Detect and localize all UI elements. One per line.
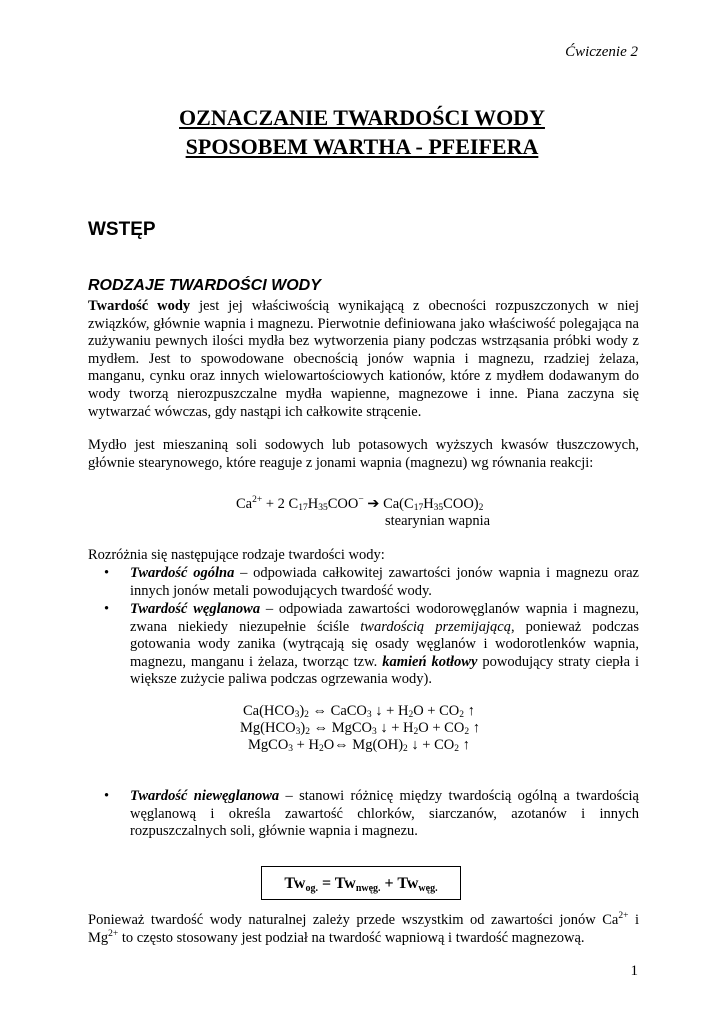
- paragraph-hardness-division: Ponieważ twardość wody naturalnej zależy przede wszystkim od zawartości jonów $Ca^{2+}$ i $Mg^{2+}$ to często stosowany jest podział na twardość wapniową i twardość magnezową.: [88, 911, 639, 946]
- hardness-formula-box: $Tw_{og.} = Tw_{nwęg.} + Tw_{węg.}$: [261, 866, 461, 900]
- paragraph1-text: jest jej właściwością wynikającą z obecności rozpuszczonych w niej związków, głównie wapnia i magnezu. Pierwotnie definiowana jako właściwość polegająca na zużywaniu pewnych ilości mydła bez wytworzenia piany podczas wstrząsania próbki wody z mydłem. Jest to spowodowane obecnością jonów wapnia i magnezu, rzadziej żelaza, manganu, cynku oraz innych wielowartościowych kationów, które z mydłem dodawanym do wody tworzą nierozpuszczalne mydła wapienne, magnezowe i inne. Piana zaczyna się wytwarzać wówczas, gdy nastąpi ich całkowite strącenie.: [88, 298, 639, 420]
- title-line2-text: SPOSOBEM WARTHA - PFEIFERA: [185, 134, 539, 159]
- reaction-magnesium-bicarbonate: $Mg(HCO_3)_2$ ⇔ MgCO$_3$ ↓ + $H_2O + CO_2$ ↑: [240, 720, 480, 737]
- term-total-hardness: Twardość ogólna: [130, 565, 235, 581]
- subsection-heading: RODZAJE TWARDOŚCI WODY: [88, 277, 321, 294]
- paragraph-types-intro: [88, 547, 639, 565]
- paragraph-soap: [88, 437, 639, 472]
- exercise-label: Ćwiczenie 2: [565, 44, 638, 60]
- list-item-carbonate-hardness: • Twardość węglanowa – odpowiada zawartości wodorowęglanów wapnia i magnezu, zwana niekiedy niezupełnie ściśle twardością przemijającą, ponieważ podczas gotowania wody zanika (wytrącają się osady węglanów i wodorotlenków wapnia, magnezu, manganu i żelaza, tworząc tzw. kamień kotłowy powodujący straty ciepła i większe zużycie paliwa podczas ogrzewania wody).: [104, 601, 639, 688]
- term-hardness: Twardość wody: [88, 298, 191, 314]
- reaction-calcium-bicarbonate: $Ca(HCO_3)_2$ ⇔ CaCO$_3$ ↓ + $H_2O + CO_2$ ↑: [243, 703, 475, 720]
- list-item-total-hardness: • Twardość ogólna – odpowiada całkowitej zawartości jonów wapnia i magnezu oraz innych jonów metali powodujących twardość wody.: [104, 565, 639, 599]
- term-noncarbonate-hardness: Twardość niewęglanowa: [130, 788, 280, 804]
- intro-types-text: Rozróżnia się następujące rodzaje twardości wody:: [88, 547, 385, 563]
- paragraph-hardness-definition: [88, 298, 639, 421]
- section-heading: WSTĘP: [88, 219, 156, 240]
- reaction-caption: stearynian wapnia: [385, 513, 491, 529]
- term-boiler-scale: kamień kotłowy: [382, 653, 478, 670]
- document-title-line1: [0, 104, 724, 132]
- reaction-stearate: $Ca^{2+} + 2$ $C_{17}H_{35}COO^-$ ➔ $Ca(C_{17}H_{35}COO)_2$: [236, 495, 484, 513]
- list-item-noncarbonate-hardness: • Twardość niewęglanowa – stanowi różnicę między twardością ogólną a twardością węglanową i określa zawartość chlorków, siarczanów, azotanów i innych rozpuszczalnych soli, głównie wapnia i magnezu.: [104, 788, 639, 840]
- term-carbonate-hardness: Twardość węglanowa: [130, 601, 261, 617]
- reaction-magnesium-carbonate: MgCO$_3$ + $H_2O\Leftrightarrow$ $Mg(OH)_2$ ↓ + $CO_2$ ↑: [248, 737, 470, 754]
- page-number: 1: [630, 963, 638, 979]
- arrow-icon: ➔: [363, 496, 384, 512]
- document-title-line2: [0, 133, 724, 161]
- bullet-icon: •: [104, 788, 110, 804]
- bullet-icon: •: [104, 565, 110, 581]
- paragraph2-text: Mydło jest mieszaniną soli sodowych lub potasowych wyższych kwasów tłuszczowych, głównie stearynowego, które reaguje z jonami wapnia (magnezu) wg równania reakcji:: [88, 437, 639, 471]
- title-line1-text: OZNACZANIE TWARDOŚCI WODY: [179, 105, 545, 130]
- bullet-icon: •: [104, 601, 110, 617]
